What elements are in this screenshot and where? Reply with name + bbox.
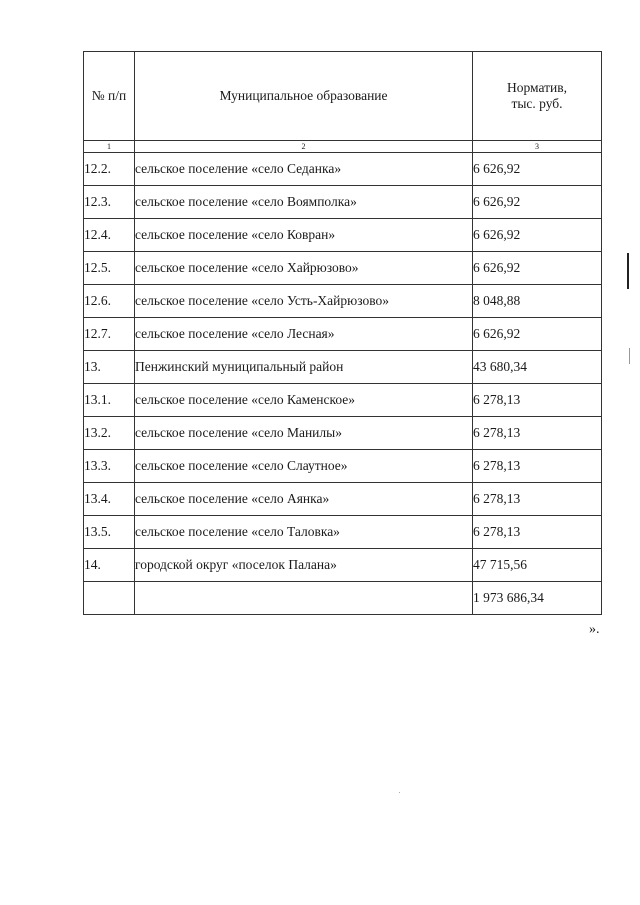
table-row bbox=[84, 318, 602, 351]
normative-table bbox=[83, 51, 602, 615]
row-name-cell: сельское поселение «село Лесная» bbox=[135, 318, 473, 351]
header-normative bbox=[473, 52, 602, 141]
table-header-row bbox=[84, 52, 602, 141]
table-row bbox=[84, 516, 602, 549]
row-number-cell: 13.3. bbox=[84, 450, 135, 483]
row-number-cell: 12.2. bbox=[84, 153, 135, 186]
row-number-cell: 12.5. bbox=[84, 252, 135, 285]
row-name-cell bbox=[135, 582, 473, 615]
row-number-cell: 12.3. bbox=[84, 186, 135, 219]
row-number-cell: 12.7. bbox=[84, 318, 135, 351]
row-value-cell: 6 626,92 bbox=[473, 219, 602, 252]
column-number-2: 2 bbox=[135, 141, 473, 153]
row-number-cell: 13.5. bbox=[84, 516, 135, 549]
row-name-cell: сельское поселение «село Каменское» bbox=[135, 384, 473, 417]
row-name-cell: сельское поселение «село Усть-Хайрюзово» bbox=[135, 285, 473, 318]
closing-quote-mark: ». bbox=[589, 622, 600, 637]
row-value-cell: 6 278,13 bbox=[473, 384, 602, 417]
table-row bbox=[84, 351, 602, 384]
table-row bbox=[84, 417, 602, 450]
table-row bbox=[84, 483, 602, 516]
row-name-cell: сельское поселение «село Аянка» bbox=[135, 483, 473, 516]
row-number-cell: 14. bbox=[84, 549, 135, 582]
row-name-cell: сельское поселение «село Седанка» bbox=[135, 153, 473, 186]
table-row bbox=[84, 384, 602, 417]
row-value-cell: 6 278,13 bbox=[473, 516, 602, 549]
row-name-cell: сельское поселение «село Хайрюзово» bbox=[135, 252, 473, 285]
row-value-cell: 6 626,92 bbox=[473, 186, 602, 219]
row-name-cell: сельское поселение «село Таловка» bbox=[135, 516, 473, 549]
row-number-cell: 12.4. bbox=[84, 219, 135, 252]
column-number-row bbox=[84, 141, 602, 153]
row-value-cell: 6 626,92 bbox=[473, 252, 602, 285]
row-value-cell: 1 973 686,34 bbox=[473, 582, 602, 615]
row-name-cell: сельское поселение «село Воямполка» bbox=[135, 186, 473, 219]
row-value-cell: 43 680,34 bbox=[473, 351, 602, 384]
table-row bbox=[84, 153, 602, 186]
column-number-3: 3 bbox=[473, 141, 602, 153]
scan-speck bbox=[399, 792, 400, 793]
scan-margin-mark bbox=[627, 253, 629, 289]
row-number-cell: 13. bbox=[84, 351, 135, 384]
row-number-cell: 13.4. bbox=[84, 483, 135, 516]
row-name-cell: сельское поселение «село Ковран» bbox=[135, 219, 473, 252]
scan-margin-mark-faint bbox=[629, 348, 630, 364]
table-row bbox=[84, 252, 602, 285]
row-value-cell: 47 715,56 bbox=[473, 549, 602, 582]
table-row bbox=[84, 582, 602, 615]
row-name-cell: городской округ «поселок Палана» bbox=[135, 549, 473, 582]
row-name-cell: сельское поселение «село Манилы» bbox=[135, 417, 473, 450]
row-number-cell: 12.6. bbox=[84, 285, 135, 318]
row-name-cell: сельское поселение «село Слаутное» bbox=[135, 450, 473, 483]
header-normative-line2: тыс. руб. bbox=[511, 96, 563, 111]
row-value-cell: 6 278,13 bbox=[473, 483, 602, 516]
table-row bbox=[84, 219, 602, 252]
table-row bbox=[84, 285, 602, 318]
row-value-cell: 8 048,88 bbox=[473, 285, 602, 318]
table-row bbox=[84, 450, 602, 483]
row-value-cell: 6 626,92 bbox=[473, 153, 602, 186]
row-value-cell: 6 278,13 bbox=[473, 450, 602, 483]
row-number-cell bbox=[84, 582, 135, 615]
row-number-cell: 13.2. bbox=[84, 417, 135, 450]
row-number-cell: 13.1. bbox=[84, 384, 135, 417]
row-value-cell: 6 626,92 bbox=[473, 318, 602, 351]
table-row bbox=[84, 549, 602, 582]
header-municipality: Муниципальное образование bbox=[135, 52, 473, 141]
column-number-1: 1 bbox=[84, 141, 135, 153]
header-normative-line1: Норматив, bbox=[506, 80, 567, 95]
table-row bbox=[84, 186, 602, 219]
row-value-cell: 6 278,13 bbox=[473, 417, 602, 450]
header-number: № п/п bbox=[84, 52, 135, 141]
table-body bbox=[84, 153, 602, 615]
row-name-cell: Пенжинский муниципальный район bbox=[135, 351, 473, 384]
